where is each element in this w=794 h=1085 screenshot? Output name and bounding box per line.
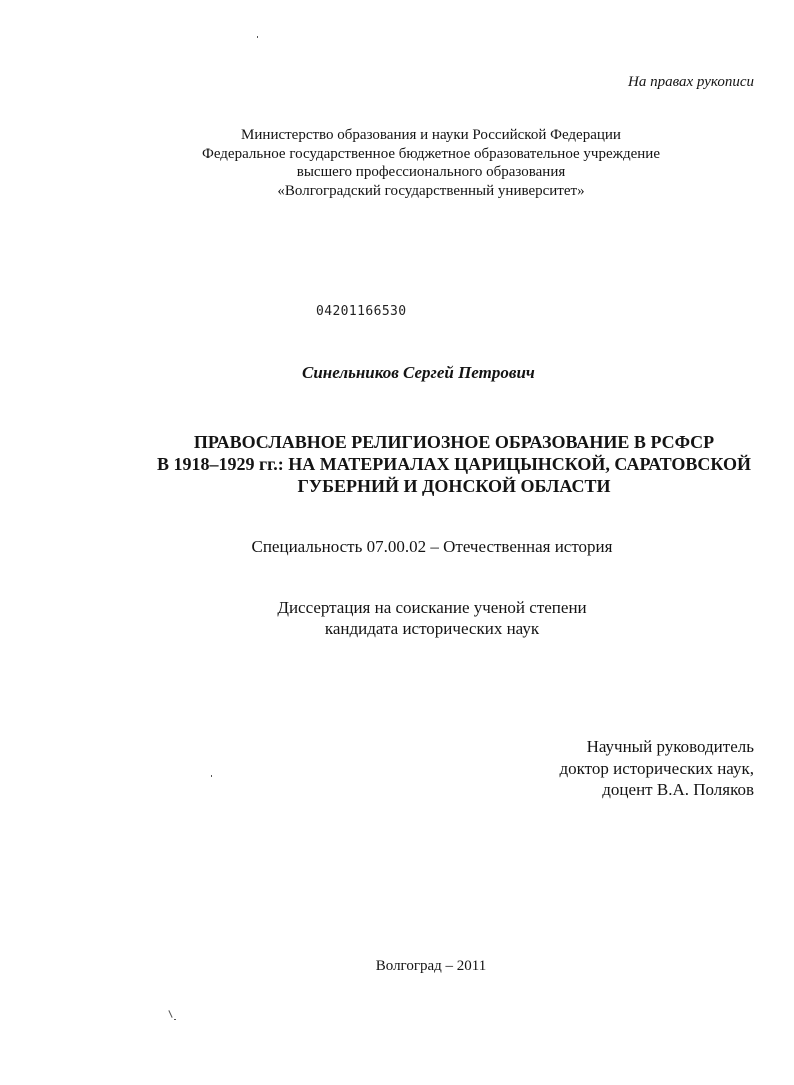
- institution-line-federal: Федеральное государственное бюджетное образовательное учреждение: [201, 145, 660, 162]
- scan-speck-bottom: [174, 1019, 176, 1020]
- degree-line-1: Диссертация на соискание ученой степени: [277, 598, 587, 617]
- document-code: 04201166530: [316, 304, 407, 319]
- dissertation-title: [0, 431, 794, 497]
- scan-speck-middle: [211, 775, 212, 777]
- advisor-name: доцент В.А. Поляков: [602, 780, 754, 799]
- scan-mark-bottom: [168, 1010, 172, 1018]
- specialty-line: Специальность 07.00.02 – Отечественная история: [251, 537, 613, 556]
- advisor-degree: доктор исторических наук,: [559, 758, 754, 778]
- title-line-3: ГУБЕРНИЙ И ДОНСКОЙ ОБЛАСТИ: [297, 476, 611, 496]
- degree-line-2: кандидата исторических наук: [324, 619, 540, 638]
- degree-block: [0, 597, 794, 639]
- institution-line-university: «Волгоградский государственный университет»: [277, 182, 585, 199]
- advisor-block: [559, 736, 754, 801]
- title-line-2: В 1918–1929 гг.: НА МАТЕРИАЛАХ ЦАРИЦЫНСКОЙ, САРАТОВСКОЙ: [156, 454, 751, 474]
- author-name: Синельников Сергей Петрович: [302, 363, 535, 382]
- institution-line-ministry: Министерство образования и науки Российской Федерации: [241, 127, 621, 143]
- city-year: Волгоград – 2011: [375, 958, 487, 974]
- institution-line-higher-education: высшего профессионального образования: [296, 164, 566, 180]
- rights-note: На правах рукописи: [628, 74, 754, 90]
- advisor-role: Научный руководитель: [586, 737, 754, 756]
- title-line-1: ПРАВОСЛАВНОЕ РЕЛИГИОЗНОЕ ОБРАЗОВАНИЕ В РСФСР: [193, 432, 715, 452]
- scan-speck-top: [257, 36, 258, 38]
- institution-block: [0, 126, 794, 200]
